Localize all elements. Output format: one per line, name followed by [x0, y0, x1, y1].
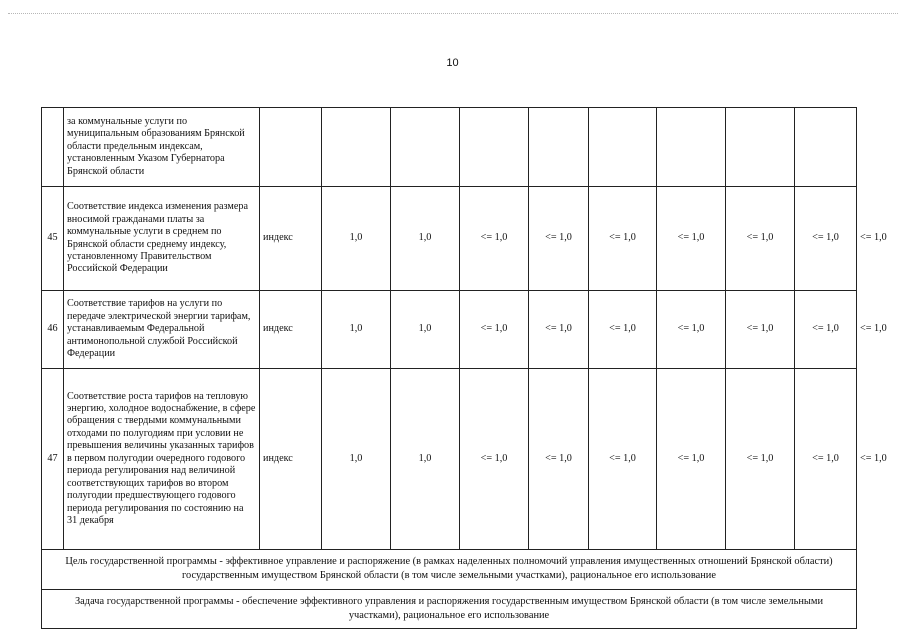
value-cell: <= 1,0 [529, 369, 589, 550]
page-number: 10 [446, 57, 459, 69]
value-cell [726, 108, 795, 187]
table-row [42, 589, 857, 629]
row-number: 45 [42, 187, 64, 291]
table-row [42, 108, 857, 187]
value-cell: <= 1,0 [589, 291, 657, 369]
indicators-table [41, 107, 887, 629]
table-row: 47 Соответствие роста тарифов на тепловую энергию, холодное водоснабжение, в сфере обращения с твердыми коммунальными отходами по полугодиям при условии не превышения величины указанных тарифов в первом полугодии очередного годового периода регулирования над величиной соответствующих тарифов во втором полугодии предшествующего годового периода регулирования по состоянию на 31 декабря индекс 1,0 1,0 <= 1,0 <= 1,0 <= 1,0 <= 1,0 <= 1,0 <= 1,0 <= 1,0 [42, 369, 857, 550]
value-cell: 1,0 [391, 291, 460, 369]
value-cell: <= 1,0 [589, 187, 657, 291]
value-cell [657, 108, 726, 187]
value-cell: <= 1,0 [460, 369, 529, 550]
value-cell: <= 1,0 [657, 369, 726, 550]
value-cell: <= 1,0 [726, 187, 795, 291]
program-task: Задача государственной программы - обеспечение эффективного управления и распоряжения государственным имуществом Брянской области (в том числе земельными участками), рациональное его использование [42, 589, 857, 629]
value-cell: <= 1,0 [795, 369, 857, 550]
row-number: 46 [42, 291, 64, 369]
table-row: 45 Соответствие индекса изменения размера вносимой гражданами платы за коммунальные услуги в среднем по Брянской области среднему индексу, установленному Правительством Российской Федерации индекс 1,0 1,0 <= 1,0 <= 1,0 <= 1,0 <= 1,0 <= 1,0 <= 1,0 <= 1,0 [42, 187, 857, 291]
indicator-description: за коммунальные услуги по муниципальным образованиям Брянской области предельным индексам, установленным Указом Губернатора Брянской области [64, 108, 260, 187]
value-cell: <= 1,0 [529, 187, 589, 291]
value-cell [322, 108, 391, 187]
value-cell [391, 108, 460, 187]
table-row [42, 550, 857, 590]
value-cell [460, 108, 529, 187]
program-goal: Цель государственной программы - эффективное управление и распоряжение (в рамках наделенных полномочий управления имущественных отношений Брянской области) государственным имуществом Брянской области (в том числе земельными участками), рациональное его использование [42, 550, 857, 590]
unit-cell: индекс [260, 187, 322, 291]
value-cell: <= 1,0 [460, 291, 529, 369]
unit-cell: индекс [260, 369, 322, 550]
value-cell: 1,0 [391, 187, 460, 291]
value-cell [795, 108, 857, 187]
value-cell: <= 1,0 [795, 291, 857, 369]
value-cell: <= 1,0 [726, 369, 795, 550]
indicator-description: Соответствие индекса изменения размера вносимой гражданами платы за коммунальные услуги в среднем по Брянской области среднему индексу, установленному Правительством Российской Федерации [64, 187, 260, 291]
row-number [42, 108, 64, 187]
value-cell: 1,0 [322, 291, 391, 369]
value-cell: <= 1,0 [589, 369, 657, 550]
indicator-description: Соответствие тарифов на услуги по передаче электрической энергии тарифам, устанавливаемым Федеральной антимонопольной службой Российской Федерации [64, 291, 260, 369]
indicator-description: Соответствие роста тарифов на тепловую энергию, холодное водоснабжение, в сфере обращения с твердыми коммунальными отходами по полугодиям при условии не превышения величины указанных тарифов в первом полугодии очередного годового периода регулирования над величиной соответствующих тарифов во втором полугодии предшествующего годового периода регулирования по состоянию на 31 декабря [64, 369, 260, 550]
value-cell [529, 108, 589, 187]
scan-artifact-line [8, 13, 898, 17]
value-cell: 1,0 [391, 369, 460, 550]
unit-cell: индекс [260, 291, 322, 369]
value-cell: <= 1,0 [657, 291, 726, 369]
value-cell: 1,0 [322, 369, 391, 550]
value-cell: <= 1,0 [529, 291, 589, 369]
value-cell: 1,0 [322, 187, 391, 291]
value-cell [589, 108, 657, 187]
value-cell: <= 1,0 [657, 187, 726, 291]
unit-cell [260, 108, 322, 187]
table-row: 46 Соответствие тарифов на услуги по передаче электрической энергии тарифам, устанавливаемым Федеральной антимонопольной службой Российской Федерации индекс 1,0 1,0 <= 1,0 <= 1,0 <= 1,0 <= 1,0 <= 1,0 <= 1,0 <= 1,0 [42, 291, 857, 369]
row-number: 47 [42, 369, 64, 550]
value-cell: <= 1,0 [460, 187, 529, 291]
value-cell: <= 1,0 [726, 291, 795, 369]
value-cell: <= 1,0 [795, 187, 857, 291]
